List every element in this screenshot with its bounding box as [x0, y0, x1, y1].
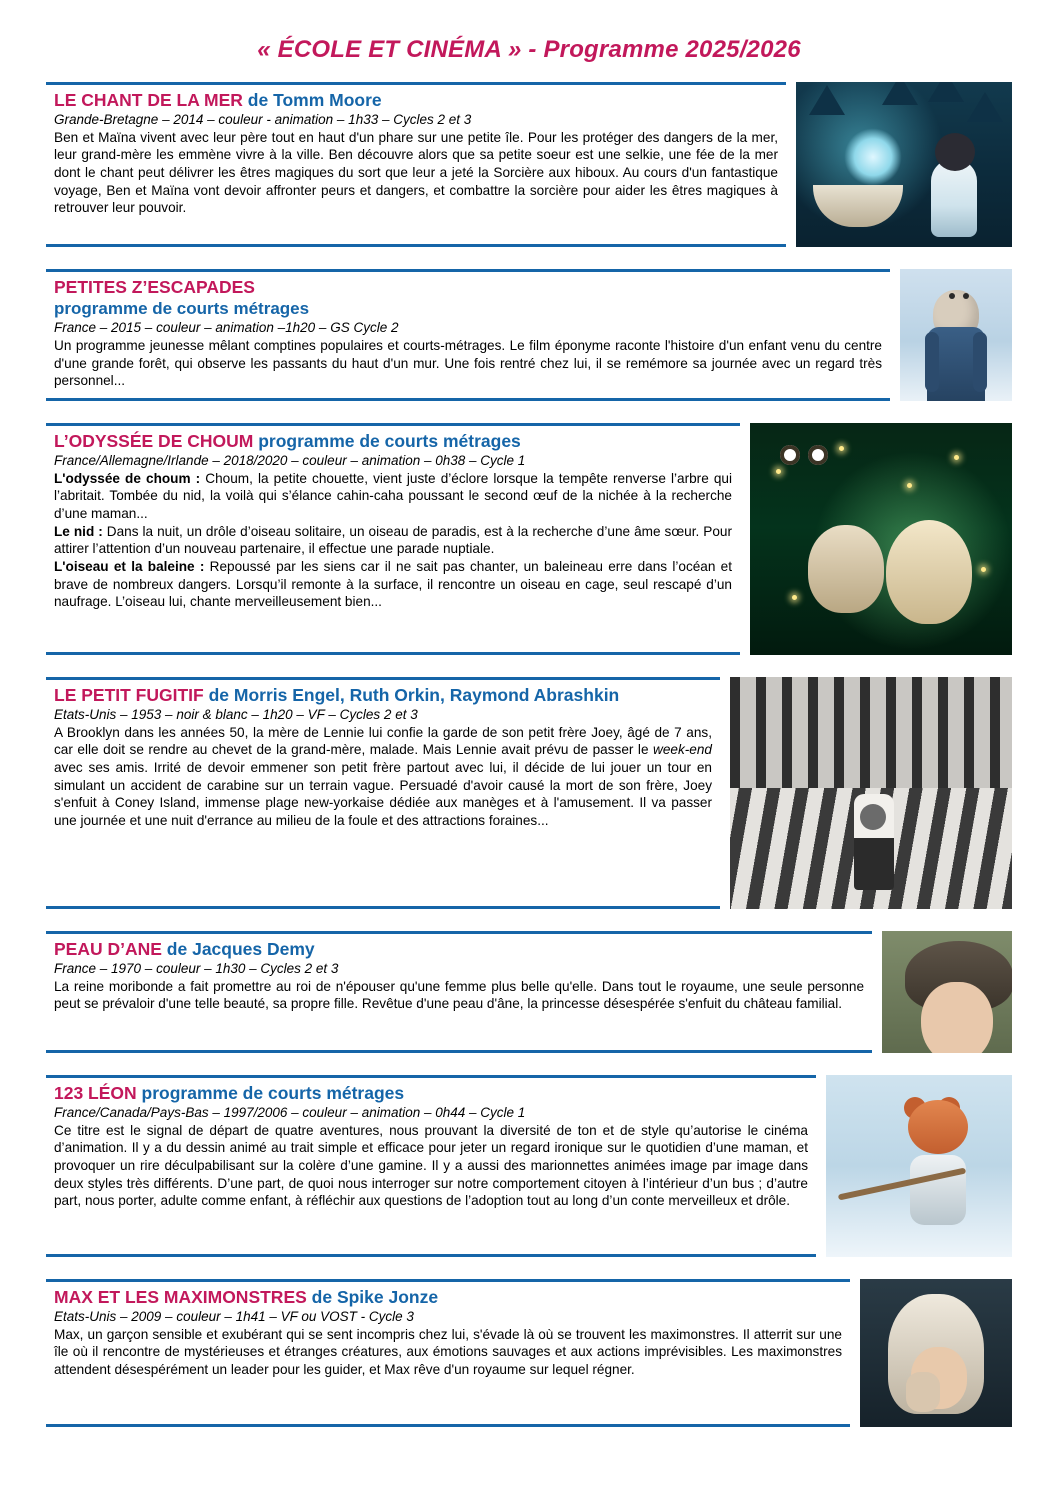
film-image — [882, 931, 1012, 1053]
synopsis-part: avec ses amis. Irrité de devoir emmener son petit frère partout avec lui, il décide de lui jouer un tour en simulant un accident de carabine sur un terrain vague. Persuadé d'avoir causé la mort de son frère, Joey s'enfuit à Coney Island, immense plage new-yorkaise dédiée aux manèges et à l'amusement. Il va passer une journée et une nuit d'errance au milieu de la foule et des attractions foraines... — [54, 759, 712, 828]
segment — [54, 523, 732, 558]
film-credits: France – 1970 – couleur – 1h30 – Cycles 2 et 3 — [54, 960, 339, 976]
film-title: LE CHANT DE LA MER — [54, 90, 243, 110]
film-author: de Spike Jonze — [306, 1287, 439, 1307]
film-text-block — [46, 1075, 816, 1257]
synopsis-part-italic: week-end — [653, 742, 712, 758]
film-image — [860, 1279, 1012, 1427]
film-text-block — [46, 1279, 850, 1427]
film-entry — [46, 1075, 1012, 1257]
film-entry — [46, 423, 1012, 655]
page-title: « ÉCOLE ET CINÉMA » - Programme 2025/2026 — [257, 36, 801, 63]
film-entry — [46, 1279, 1012, 1427]
film-text-block — [46, 677, 720, 909]
film-author: de Tomm Moore — [242, 90, 382, 110]
film-subtitle: programme de courts métrages — [54, 298, 310, 318]
film-synopsis — [54, 470, 732, 611]
film-synopsis — [54, 724, 712, 830]
film-image — [796, 82, 1012, 247]
segment-text: Repoussé par les siens car il ne sait pas chanter, un baleineau erre dans l’océan et brave de nombreux dangers. Lorsqu’il remonte à la surface, il rencontre un oiseau en cage, seul rescapé d’un naufrage. L’oiseau lui, chante merveilleusement bien... — [54, 559, 733, 610]
segment-label: Le nid : — [54, 523, 103, 539]
segment — [54, 470, 732, 523]
film-title-line — [54, 1287, 842, 1308]
film-credits: France/Allemagne/Irlande – 2018/2020 – couleur – animation – 0h38 – Cycle 1 — [54, 452, 526, 468]
film-title: PEAU D’ANE — [54, 939, 162, 959]
film-author: de Morris Engel, Ruth Orkin, Raymond Abrashkin — [203, 685, 620, 705]
film-credits: Etats-Unis – 2009 – couleur – 1h41 – VF ou VOST - Cycle 3 — [54, 1308, 414, 1324]
film-image — [750, 423, 1012, 655]
film-text-block — [46, 931, 872, 1053]
film-text-block — [46, 423, 740, 655]
film-title-line — [54, 939, 864, 960]
film-entry — [46, 269, 1012, 401]
synopsis-part: A Brooklyn dans les années 50, la mère de Lennie lui confie la garde de son petit frère Joey, âgé de 7 ans, car elle doit se rendre au chevet de la grand-mère, malade. Mais Lennie avait prévu de passer le — [54, 724, 712, 758]
film-synopsis: La reine moribonde a fait promettre au roi de n'épouser qu'une femme plus belle qu'elle. Dans tout le royaume, une seule personne peut se prévaloir d'une telle beauté, sa propre fille. Revêtue d'une peau d'âne, la princesse désespérée s'enfuit du château familial. — [54, 978, 864, 1012]
film-synopsis: Ce titre est le signal de départ de quatre aventures, nous prouvant la diversité de ton et de style qu’autorise le cinéma d’animation. Il y a du dessin animé au trait simple et efficace pour jeter un regard ironique sur le quotidien d’une maman, et provoquer un rire déculpabilisant sur la colère d’une gamine. Il y a aussi des marionnettes animées image par image dans deux styles très différents. D’une part, de quoi nous interroger sur notre comportement citoyen à l’intérieur d’un bus ; d’autre part, nous porter, adulte comme enfant, à réfléchir aux questions de l’adoption tout au long d’un conte merveilleux et drôle. — [54, 1122, 808, 1209]
film-title: MAX ET LES MAXIMONSTRES — [54, 1287, 307, 1307]
film-author: programme de courts métrages — [136, 1083, 405, 1103]
film-entry — [46, 677, 1012, 909]
film-image — [730, 677, 1012, 909]
film-text-block — [46, 82, 786, 247]
segment — [54, 558, 732, 611]
film-entry — [46, 82, 1012, 247]
film-author: programme de courts métrages — [253, 431, 521, 451]
film-synopsis: Ben et Maïna vivent avec leur père tout en haut d'un phare sur une petite île. Pour les protéger des dangers de la mer, leur grand-mère les emmène vivre à la ville. Ben découvre alors que sa petite soeur est une selkie, une fée de la mer dont le chant peut délivrer les êtres magiques du sort que leur a jeté la Sorcière aux hiboux. Au cours d'un fantastique voyage, Ben et Maïna vont devoir affronter peurs et dangers, et combattre la sorcière pour aider les êtres magiques à retrouver leur pouvoir. — [54, 129, 778, 216]
film-title: PETITES Z’ESCAPADES — [54, 277, 255, 297]
film-synopsis: Max, un garçon sensible et exubérant qui se sent incompris chez lui, s'évade là où se trouvent les maximonstres. Il atterrit sur une île où il rencontre de mystérieuses et étranges créatures, aux émotions sauvages et aux actions imprévisibles. Les maximonstres attendent désespérément un leader pour les guider, et Max rêve d'un royaume sur lequel régner. — [54, 1326, 842, 1377]
film-image — [900, 269, 1012, 401]
film-title-line — [54, 431, 732, 452]
segment-label: L'oiseau et la baleine : — [54, 559, 205, 574]
film-title: L’ODYSSÉE DE CHOUM — [54, 431, 254, 451]
film-title-line — [54, 685, 712, 706]
segment-text: Choum, la petite chouette, vient juste d’éclore lorsque la tempête renverse l’arbre qui l’abritait. Tombée du nid, la voilà qui s’élance cahin-caha poussant le second œuf de la nichée à la recherche d’une maman... — [54, 470, 732, 521]
film-credits: Etats-Unis – 1953 – noir & blanc – 1h20 – VF – Cycles 2 et 3 — [54, 706, 418, 722]
film-credits: France/Canada/Pays-Bas – 1997/2006 – couleur – animation – 0h44 – Cycle 1 — [54, 1104, 526, 1120]
film-title-line — [54, 90, 778, 111]
film-synopsis: Un programme jeunesse mêlant comptines populaires et courts-métrages. Le film éponyme raconte l'histoire d'un enfant venu du centre d'une grande forêt, qui observe les passants du haut d'un mur. Une fois rentré chez lui, il se remémore sa journée avec un regard très personnel... — [54, 338, 882, 389]
film-title-line — [54, 277, 882, 298]
film-title: LE PETIT FUGITIF — [54, 685, 204, 705]
film-credits: Grande-Bretagne – 2014 – couleur - animation – 1h33 – Cycles 2 et 3 — [54, 111, 472, 127]
film-author: de Jacques Demy — [161, 939, 315, 959]
film-title-line — [54, 1083, 808, 1104]
film-image — [826, 1075, 1012, 1257]
film-entry — [46, 931, 1012, 1053]
segment-label: L'odyssée de choum : — [54, 470, 201, 486]
film-title: 123 LÉON — [54, 1083, 137, 1103]
film-text-block — [46, 269, 890, 401]
film-credits: France – 2015 – couleur – animation –1h20 – GS Cycle 2 — [54, 320, 399, 336]
segment-text: Dans la nuit, un drôle d’oiseau solitaire, un oiseau de paradis, est à la recherche d’une âme sœur. Pour attirer l’attention d’un nouveau partenaire, il effectue une parade nuptiale. — [54, 523, 732, 557]
